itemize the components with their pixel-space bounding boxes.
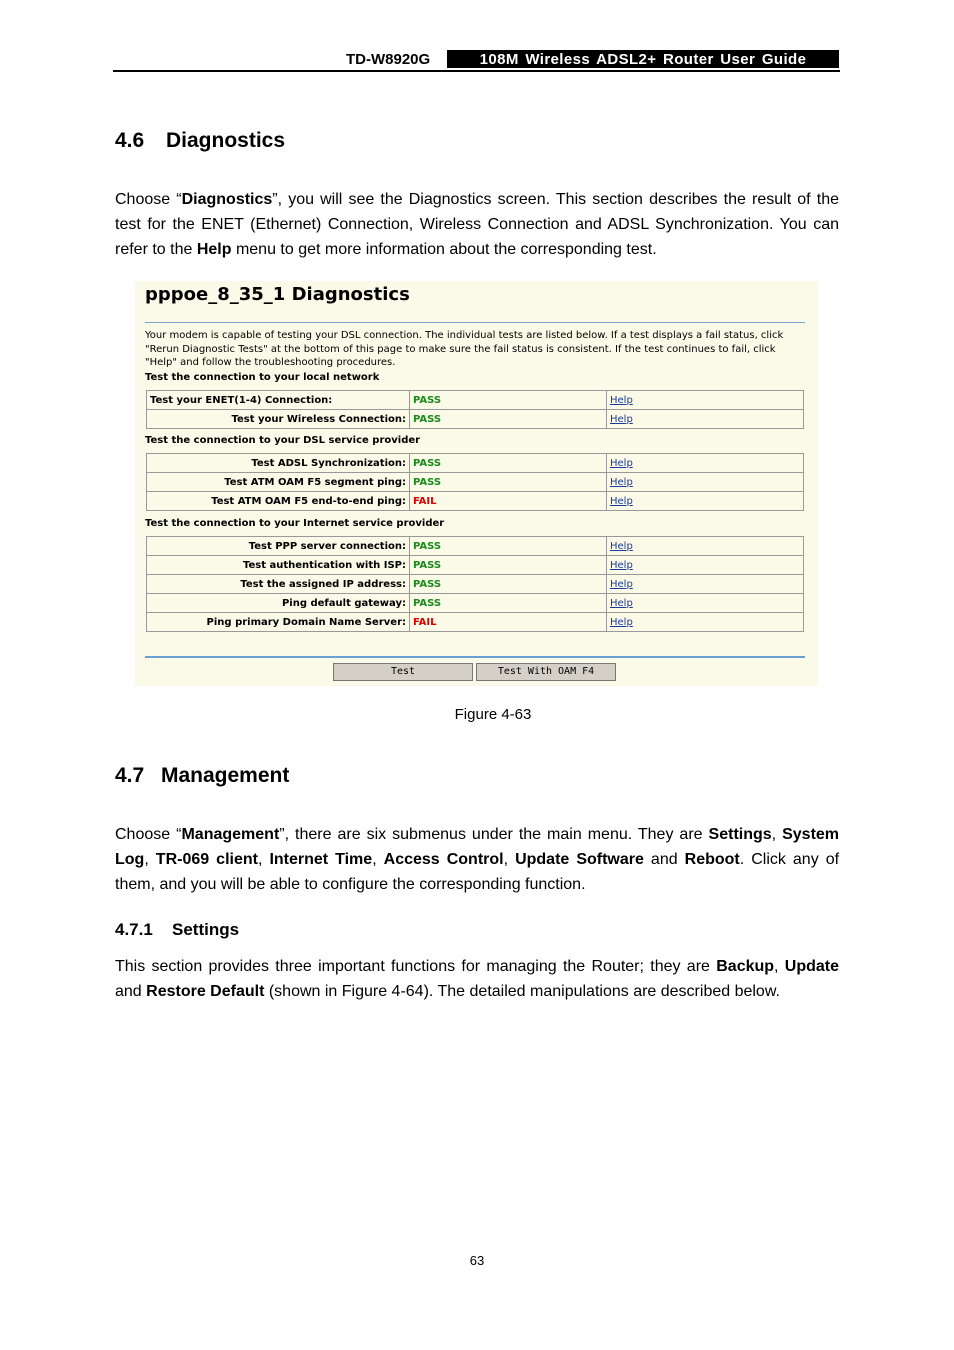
section-heading-diagnostics — [115, 128, 285, 154]
test-button[interactable]: Test — [333, 663, 473, 681]
table-row — [147, 594, 804, 613]
table-row — [147, 575, 804, 594]
test-with-oam-f4-button[interactable]: Test With OAM F4 — [476, 663, 616, 681]
panel-bottom-divider — [145, 656, 805, 658]
text: , — [503, 851, 516, 868]
bold-text: Reboot — [684, 851, 740, 868]
test-label: Ping primary Domain Name Server: — [147, 613, 410, 632]
test-table-local — [146, 390, 804, 429]
table-row — [147, 391, 804, 410]
help-link[interactable]: Help — [610, 495, 633, 507]
bold-text: Backup — [716, 958, 775, 975]
test-status: PASS — [410, 454, 607, 473]
bold-text: TR-069 client — [155, 851, 258, 868]
section-title: Diagnostics — [166, 129, 286, 152]
help-link[interactable]: Help — [610, 394, 633, 406]
test-label: Test your Wireless Connection: — [147, 410, 410, 429]
help-cell — [607, 454, 804, 473]
test-table-dsl — [146, 453, 804, 511]
text: Choose “ — [115, 191, 182, 208]
help-cell — [607, 537, 804, 556]
test-status: PASS — [410, 391, 607, 410]
management-paragraph — [115, 822, 839, 897]
test-label: Test authentication with ISP: — [147, 556, 410, 575]
bold-text: System Log — [115, 826, 840, 868]
bold-text: Help — [196, 241, 232, 258]
test-table-isp — [146, 536, 804, 632]
bold-text: Restore Default — [146, 983, 265, 1000]
header-title: 108M Wireless ADSL2+ Router User Guide — [447, 50, 839, 68]
test-status: PASS — [410, 575, 607, 594]
help-cell — [607, 613, 804, 632]
table-row — [147, 473, 804, 492]
panel-title: pppoe_8_35_1 Diagnostics — [145, 284, 410, 305]
settings-paragraph: This section provides three important functions for managing the Router; they are Backup, Update and Restore Default (shown in Figure 4-64). The detailed manipulations are described below. — [115, 958, 840, 1000]
test-label: Test ADSL Synchronization: — [147, 454, 410, 473]
page-number: 63 — [469, 1253, 485, 1268]
table-row — [147, 410, 804, 429]
text: , — [372, 851, 384, 868]
table-row — [147, 537, 804, 556]
test-label: Test the assigned IP address: — [147, 575, 410, 594]
test-label: Ping default gateway: — [147, 594, 410, 613]
test-label: Test ATM OAM F5 segment ping: — [147, 473, 410, 492]
section-label: Test the connection to your local network — [145, 372, 380, 383]
text: , — [257, 851, 270, 868]
help-cell — [607, 575, 804, 594]
test-status: PASS — [410, 410, 607, 429]
help-link[interactable]: Help — [610, 597, 633, 609]
test-status: PASS — [410, 537, 607, 556]
help-link[interactable]: Help — [610, 457, 633, 469]
test-status: PASS — [410, 556, 607, 575]
header-model: TD-W8920G — [346, 51, 431, 68]
help-link[interactable]: Help — [610, 616, 633, 628]
bold-text: Update Software — [515, 851, 644, 868]
bold-text: Internet Time — [269, 851, 373, 868]
bold-text: Access Control — [383, 851, 504, 868]
subsection-heading-settings — [115, 920, 239, 940]
bold-text: Management — [181, 826, 280, 843]
bold-text: Update — [784, 958, 840, 975]
test-status: FAIL — [410, 613, 607, 632]
section-label: Test the connection to your Internet service provider — [145, 518, 445, 529]
header-rule — [113, 70, 840, 72]
text: menu to get more information about the corresponding test. — [231, 241, 657, 258]
section-number: 4.6 — [115, 129, 145, 152]
section-label: Test the connection to your DSL service provider — [145, 435, 421, 446]
help-cell — [607, 556, 804, 575]
help-cell — [607, 391, 804, 410]
diagnostics-paragraph — [115, 187, 839, 262]
text: ”, there are six submenus under the main menu. They are — [279, 826, 709, 843]
test-label: Test ATM OAM F5 end-to-end ping: — [147, 492, 410, 511]
help-cell — [607, 492, 804, 511]
help-cell — [607, 473, 804, 492]
help-cell — [607, 594, 804, 613]
section-number: 4.7 — [115, 764, 145, 787]
figure-caption: Figure 4-63 — [454, 706, 532, 723]
table-row — [147, 556, 804, 575]
bold-text: Diagnostics — [181, 191, 273, 208]
text: (shown in Figure 4-64). The detailed manipulations are described below. — [264, 983, 780, 1000]
help-link[interactable]: Help — [610, 578, 633, 590]
panel-divider — [145, 322, 805, 323]
section-title: Settings — [172, 920, 240, 939]
text: , — [144, 851, 156, 868]
text: . — [739, 851, 745, 868]
text: This section provides three important functions for managing the Router; they are — [115, 958, 717, 975]
table-row — [147, 613, 804, 632]
help-link[interactable]: Help — [610, 413, 633, 425]
section-title: Management — [161, 764, 290, 787]
text: Click any of them, and you will be able to configure the corresponding function. — [115, 851, 840, 893]
table-row — [147, 492, 804, 511]
text: , — [771, 826, 783, 843]
section-number: 4.7.1 — [115, 920, 153, 939]
panel-description: Your modem is capable of testing your DSL connection. The individual tests are listed below. If a test displays a fail status, click "Rerun Diagnostic Tests" at the bottom of this page to make sure the fail status is consistent. If the test continues to fail, click "Help" and follow the troubleshooting procedures. — [145, 330, 784, 368]
table-row — [147, 454, 804, 473]
section-heading-management — [115, 763, 289, 789]
test-label: Test your ENET(1-4) Connection: — [147, 391, 410, 410]
diagnostics-screenshot — [135, 281, 818, 686]
text: Choose “ — [115, 826, 182, 843]
test-status: PASS — [410, 594, 607, 613]
text: and — [643, 851, 685, 868]
help-link[interactable]: Help — [610, 540, 633, 552]
bold-text: Settings — [708, 826, 772, 843]
help-link[interactable]: Help — [610, 559, 633, 571]
test-status: FAIL — [410, 492, 607, 511]
test-status: PASS — [410, 473, 607, 492]
help-link[interactable]: Help — [610, 476, 633, 488]
text: ”, you will see the Diagnostics screen. This section describes the result of the test for the ENET (Ethernet) Connection, Wireless Connection and ADSL Synchronization. You can refer to the — [115, 191, 839, 258]
test-label: Test PPP server connection: — [147, 537, 410, 556]
help-cell — [607, 410, 804, 429]
